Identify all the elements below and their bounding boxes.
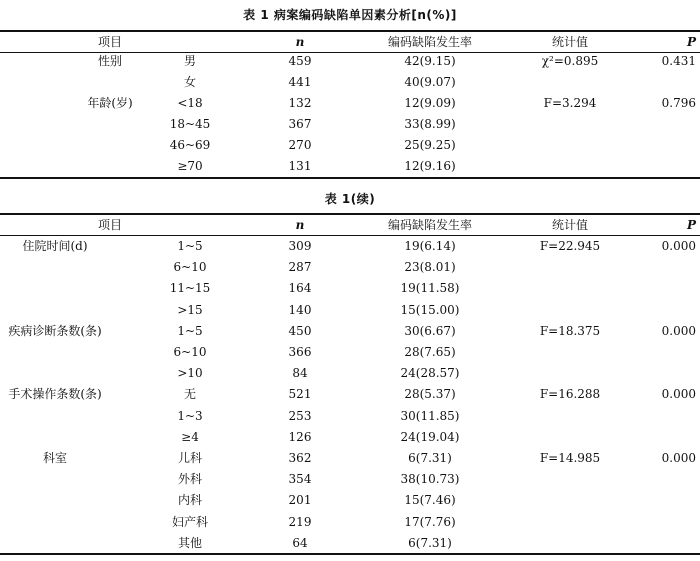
- table-row: [0, 532, 700, 554]
- row-rate: 19(6.14): [404, 239, 456, 253]
- row-subgroup: >15: [177, 302, 203, 317]
- row-rate: 30(6.67): [404, 323, 456, 338]
- row-subgroup: ≥70: [177, 159, 203, 173]
- table-row: [0, 256, 700, 278]
- row-n: 309: [288, 239, 312, 253]
- header-p: P: [686, 35, 696, 49]
- row-rate: 12(9.16): [404, 159, 456, 173]
- row-n: 354: [288, 472, 312, 487]
- header-rate: 编码缺陷发生率: [387, 35, 472, 49]
- row-subgroup: 1~3: [177, 408, 203, 423]
- table-row: [0, 113, 700, 135]
- row-subgroup: 6~10: [173, 345, 207, 359]
- table-row: [0, 447, 700, 469]
- row-stat: F=18.375: [539, 323, 601, 338]
- table-row: [0, 511, 700, 533]
- row-rate: 40(9.07): [404, 75, 456, 89]
- row-n: 459: [288, 54, 312, 68]
- header-item: 项目: [97, 35, 122, 49]
- table-row: [0, 277, 700, 299]
- row-stat: F=16.288: [539, 387, 601, 402]
- row-subgroup: 1~5: [177, 239, 203, 253]
- header-rate: 编码缺陷发生率: [387, 218, 472, 232]
- table1-title: 表 1 病案编码缺陷单因素分析[n(%)]: [243, 8, 457, 22]
- row-n: 441: [288, 75, 312, 89]
- row-n: 450: [288, 323, 312, 338]
- row-n: 367: [288, 117, 312, 131]
- row-rate: 25(9.25): [404, 138, 456, 152]
- table-row: [0, 134, 700, 156]
- table-row: [0, 468, 700, 490]
- table-row: [0, 383, 700, 405]
- row-n: 64: [292, 535, 308, 550]
- table-row: [0, 426, 700, 448]
- row-n: 164: [288, 281, 312, 296]
- row-subgroup: 46~69: [169, 138, 211, 152]
- row-rate: 28(5.37): [404, 387, 456, 402]
- header-stat: 统计值: [551, 35, 588, 49]
- header-n: n: [295, 35, 305, 49]
- row-rate: 24(28.57): [400, 366, 460, 381]
- row-p: 0.000: [661, 387, 696, 402]
- row-item: 年龄(岁): [87, 96, 133, 110]
- row-rate: 30(11.85): [400, 408, 460, 423]
- row-rate: 15(15.00): [400, 302, 460, 317]
- row-n: 219: [288, 514, 312, 529]
- row-rate: 17(7.76): [404, 514, 456, 529]
- row-rate: 6(7.31): [408, 535, 452, 550]
- header-p: P: [686, 218, 696, 232]
- row-rate: 24(19.04): [400, 429, 460, 444]
- row-rate: 28(7.65): [404, 345, 456, 359]
- row-item: 住院时间(d): [22, 239, 88, 253]
- row-n: 126: [288, 429, 312, 444]
- row-n: 140: [288, 302, 312, 317]
- table2-bottom-rule: [0, 553, 700, 555]
- row-stat: F=22.945: [539, 239, 601, 253]
- row-item: 科室: [42, 451, 67, 465]
- row-n: 132: [288, 96, 312, 110]
- row-p: 0.000: [661, 451, 696, 465]
- row-item: 手术操作条数(条): [8, 387, 102, 402]
- row-p: 0.000: [661, 323, 696, 338]
- row-p: 0.796: [661, 96, 696, 110]
- row-subgroup: 6~10: [173, 260, 207, 275]
- table-row: [0, 341, 700, 363]
- row-subgroup: ≥4: [181, 429, 199, 444]
- row-n: 253: [288, 408, 312, 423]
- row-stat: F=3.294: [543, 96, 597, 110]
- row-n: 366: [288, 345, 312, 359]
- table1-bottom-rule: [0, 177, 700, 179]
- row-rate: 23(8.01): [404, 260, 456, 275]
- row-subgroup: 外科: [177, 472, 202, 487]
- table-row: [0, 92, 700, 114]
- row-rate: 19(11.58): [400, 281, 460, 296]
- row-n: 362: [288, 451, 312, 465]
- row-subgroup: 18~45: [169, 117, 211, 131]
- table-row: [0, 489, 700, 511]
- row-subgroup: <18: [177, 96, 203, 110]
- table-row: [0, 50, 700, 72]
- row-rate: 12(9.09): [404, 96, 456, 110]
- table-row: [0, 362, 700, 384]
- header-stat: 统计值: [551, 218, 588, 232]
- row-stat: χ²=0.895: [541, 54, 599, 68]
- table-row: [0, 405, 700, 427]
- row-rate: 15(7.46): [404, 493, 456, 508]
- row-n: 287: [288, 260, 312, 275]
- row-subgroup: 妇产科: [171, 514, 208, 529]
- header-n: n: [295, 218, 305, 232]
- row-subgroup: 无: [183, 387, 196, 402]
- row-rate: 38(10.73): [400, 472, 460, 487]
- row-subgroup: 女: [183, 75, 196, 89]
- row-p: 0.431: [661, 54, 696, 68]
- table-row: [0, 71, 700, 93]
- row-p: 0.000: [661, 239, 696, 253]
- table2-title: 表 1(续): [324, 192, 376, 206]
- row-rate: 6(7.31): [408, 451, 452, 465]
- row-subgroup: 儿科: [177, 451, 202, 465]
- row-subgroup: 1~5: [177, 323, 203, 338]
- row-n: 270: [288, 138, 312, 152]
- row-subgroup: 男: [183, 54, 196, 68]
- table2-header-row: [0, 214, 700, 236]
- table-row: [0, 235, 700, 257]
- header-item: 项目: [97, 218, 122, 232]
- table-row: [0, 299, 700, 321]
- table-row: [0, 155, 700, 177]
- row-n: 131: [288, 159, 312, 173]
- row-item: 疾病诊断条数(条): [8, 323, 102, 338]
- table-row: [0, 320, 700, 342]
- row-subgroup: 11~15: [169, 281, 211, 296]
- row-n: 521: [288, 387, 312, 402]
- row-item: 性别: [97, 54, 122, 68]
- row-subgroup: 内科: [177, 493, 202, 508]
- row-n: 84: [292, 366, 308, 381]
- row-rate: 42(9.15): [404, 54, 456, 68]
- row-stat: F=14.985: [539, 451, 601, 465]
- row-n: 201: [288, 493, 312, 508]
- row-subgroup: 其他: [177, 535, 202, 550]
- row-rate: 33(8.99): [404, 117, 456, 131]
- row-subgroup: >10: [177, 366, 203, 381]
